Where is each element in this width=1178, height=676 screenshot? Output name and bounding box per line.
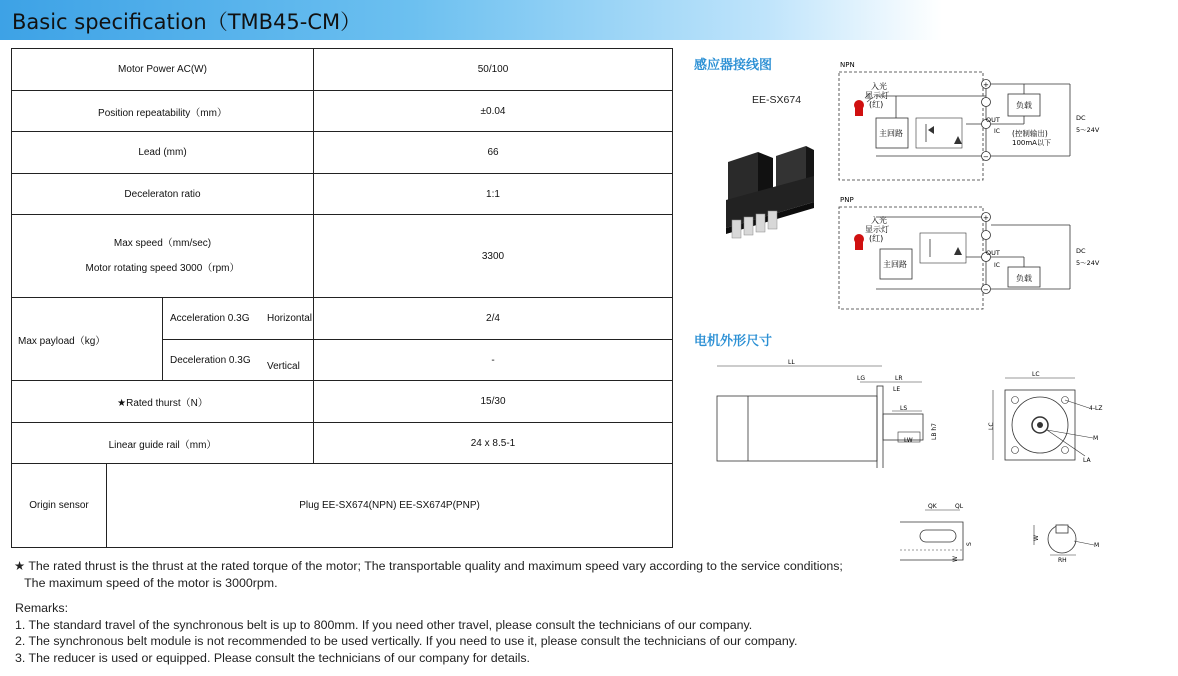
remark-item-3: 3. The reducer is used or equipped. Please consult the technicians of our company for details. [15, 650, 530, 665]
remarks-title: Remarks: [15, 601, 69, 615]
payload-horizontal-value: 2/4 [314, 298, 673, 340]
dim-lr: LR [895, 375, 903, 382]
svg-text:+: + [983, 81, 989, 89]
position-repeatability-value: ±0.04 [314, 91, 673, 132]
max-speed-label-line-1: Max speed（mm/sec) [113, 238, 212, 249]
rated-thrust-label: ★Rated thurst（N） [12, 381, 314, 423]
pnp-light-label-1: 入光 [871, 216, 887, 225]
payload-vertical-value: - [314, 340, 673, 381]
shaft-cross-section [1030, 515, 1110, 565]
deceleration-ratio-value: 1:1 [314, 174, 673, 215]
position-repeatability-label: Position repeatability（mm） [12, 91, 314, 132]
dim-ls: LS [900, 405, 908, 412]
motor-front-view [985, 368, 1110, 468]
table-row [12, 174, 673, 215]
lead-value: 66 [314, 132, 673, 174]
table-row [12, 132, 673, 174]
sensor-photo [718, 132, 818, 247]
pnp-title: PNP [840, 196, 854, 204]
motor-dimensions-heading: 电机外形尺寸 [694, 334, 773, 349]
dim-holes: 4-LZ [1089, 405, 1103, 412]
lead-label: Lead (mm) [12, 132, 314, 174]
npn-wiring-diagram [836, 60, 1106, 185]
shaft-key-detail [895, 500, 985, 566]
svg-text:−: − [983, 286, 989, 294]
npn-light-label-3: (红) [869, 100, 884, 109]
table-row [12, 464, 673, 548]
npn-light-label-1: 入光 [871, 82, 887, 91]
dim-m2: M [1094, 542, 1100, 549]
dim-le: LE [893, 386, 901, 393]
acceleration-cell [163, 298, 314, 340]
pnp-light-label-2: 显示灯 [865, 225, 889, 234]
sensor-model-label: EE-SX674 [752, 94, 802, 106]
npn-title: NPN [840, 61, 855, 69]
table-row [12, 298, 673, 340]
table-row [12, 381, 673, 423]
pnp-main-circuit: 主回路 [883, 260, 907, 269]
dim-qk: QK [928, 503, 937, 510]
rated-thrust-value: 15/30 [314, 381, 673, 423]
npn-out: OUT [986, 116, 1000, 124]
npn-control-2: 100mA以下 [1012, 139, 1051, 147]
table-row [12, 215, 673, 298]
max-speed-label [12, 215, 314, 298]
pnp-light-label-3: (红) [869, 234, 884, 243]
dim-w: W [952, 556, 959, 562]
remark-item-1: 1. The standard travel of the synchronous belt is up to 800mm. If you need other travel, please consult the technicians of our company. [15, 617, 753, 632]
linear-guide-rail-value: 24 x 8.5-1 [314, 423, 673, 464]
table-row [12, 423, 673, 464]
table-row [12, 49, 673, 91]
dim-lg: LG [857, 375, 865, 382]
motor-side-view [712, 356, 952, 468]
deceleration-label: Deceleration 0.3G [170, 354, 251, 366]
table-row [12, 91, 673, 132]
dim-ql: QL [955, 503, 964, 510]
max-payload-label: Max payload（kg） [12, 298, 163, 381]
svg-text:−: − [983, 153, 989, 161]
deceleration-ratio-label: Deceleraton ratio [12, 174, 314, 215]
dim-w2: W [1033, 535, 1040, 541]
motor-power-label: Motor Power AC(W) [12, 49, 314, 91]
acceleration-label: Acceleration 0.3G [170, 313, 250, 324]
dim-rh: RH [1058, 557, 1067, 564]
remark-item-2: 2. The synchronous belt module is not recommended to be used vertically. If you need to use it, please consult the technicians of our company. [15, 634, 798, 648]
dim-la: LA [1083, 457, 1091, 464]
max-speed-label-line-2: Motor rotating speed 3000（rpm） [85, 263, 240, 274]
max-speed-value: 3300 [314, 215, 673, 298]
dim-ll: LL [788, 359, 795, 366]
note-line-2: The maximum speed of the motor is 3000rpm. [14, 575, 278, 590]
deceleration-cell [163, 340, 314, 381]
npn-voltage: 5～24V [1076, 126, 1100, 134]
note-line-1: ★ The rated thrust is the thrust at the rated torque of the motor; The transportable quality and maximum speed vary according to the service conditions; [14, 559, 843, 573]
npn-main-circuit: 主回路 [879, 129, 903, 138]
linear-guide-rail-label: Linear guide rail（mm） [12, 423, 314, 464]
pnp-dc: DC [1076, 247, 1086, 255]
pnp-voltage: 5～24V [1076, 259, 1100, 267]
npn-control-1: (控制输出) [1012, 129, 1048, 138]
dim-m: M [1093, 435, 1099, 442]
page-title: Basic specification（TMB45-CM） [12, 10, 362, 34]
svg-text:+: + [983, 214, 989, 222]
pnp-out: OUT [986, 249, 1000, 257]
dim-lw: LW [904, 437, 913, 444]
vertical-label: Vertical [267, 360, 300, 372]
header-bar [0, 0, 1178, 40]
spec-table [11, 48, 673, 548]
origin-sensor-label: Origin sensor [12, 464, 107, 548]
sensor-wiring-heading: 感应器接线图 [694, 58, 773, 73]
dim-s: S [966, 542, 973, 546]
horizontal-label: Horizontal [267, 313, 313, 324]
npn-ic: IC [994, 128, 1000, 135]
npn-load: 负载 [1016, 101, 1032, 110]
pnp-wiring-diagram [836, 195, 1106, 313]
dim-lc-side: LC [988, 422, 995, 430]
notes-block [14, 558, 843, 591]
dim-lb: LB h7 [931, 423, 938, 440]
dim-lc: LC [1032, 371, 1040, 378]
npn-light-label-2: 显示灯 [865, 91, 889, 100]
origin-sensor-value: Plug EE-SX674(NPN) EE-SX674P(PNP) [107, 464, 673, 548]
pnp-ic: IC [994, 262, 1000, 269]
motor-power-value: 50/100 [314, 49, 673, 91]
remarks-block [15, 600, 797, 666]
pnp-load: 负载 [1016, 274, 1032, 283]
npn-dc: DC [1076, 114, 1086, 122]
